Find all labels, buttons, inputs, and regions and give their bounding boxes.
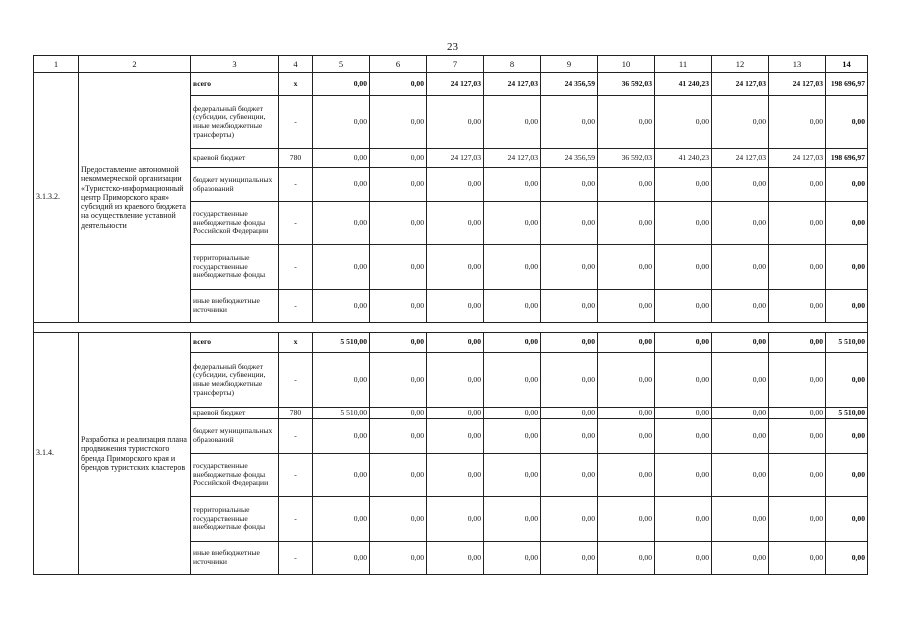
value-cell: 0,00 (541, 202, 598, 245)
value-cell: 0,00 (598, 333, 655, 353)
section-separator (34, 323, 868, 333)
value-cell: 0,00 (370, 419, 427, 454)
value-cell: 0,00 (598, 96, 655, 149)
value-cell: 0,00 (712, 333, 769, 353)
section-code: 3.1.3.2. (34, 73, 79, 323)
value-cell: 0,00 (427, 202, 484, 245)
value-cell: 0,00 (712, 454, 769, 497)
value-cell: 0,00 (541, 408, 598, 419)
value-cell: 0,00 (769, 96, 826, 149)
value-cell: 0,00 (313, 419, 370, 454)
funding-source-label: краевой бюджет (191, 149, 279, 168)
value-cell: 0,00 (427, 497, 484, 542)
column-header: 8 (484, 56, 541, 73)
total-value-cell: 0,00 (826, 245, 868, 290)
value-cell: 0,00 (655, 542, 712, 575)
value-cell: 0,00 (370, 497, 427, 542)
value-cell: 0,00 (313, 168, 370, 202)
funding-source-label: иные внебюджетные источники (191, 542, 279, 575)
value-cell: 36 592,03 (598, 73, 655, 96)
funding-source-label: государственные внебюджетные фонды Российской Федерации (191, 202, 279, 245)
value-cell: 0,00 (370, 542, 427, 575)
value-cell: 0,00 (484, 454, 541, 497)
value-cell: 0,00 (427, 333, 484, 353)
budget-code-cell: 780 (279, 149, 313, 168)
value-cell: 0,00 (427, 168, 484, 202)
total-value-cell: 198 696,97 (826, 73, 868, 96)
value-cell: 0,00 (313, 497, 370, 542)
value-cell: 0,00 (655, 408, 712, 419)
value-cell: 0,00 (484, 408, 541, 419)
value-cell: 0,00 (427, 245, 484, 290)
total-value-cell: 0,00 (826, 454, 868, 497)
budget-code-cell: - (279, 96, 313, 149)
budget-code-cell: - (279, 353, 313, 408)
value-cell: 24 127,03 (769, 73, 826, 96)
section-name: Предоставление автономной некоммерческой организации «Туристско-информационный центр Приморского края» субсидий из краевого бюджета на осуществление уставной деятельности (79, 73, 191, 323)
value-cell: 0,00 (655, 96, 712, 149)
value-cell: 0,00 (655, 419, 712, 454)
value-cell: 0,00 (484, 333, 541, 353)
column-header: 12 (712, 56, 769, 73)
column-header-row (34, 56, 868, 73)
value-cell: 0,00 (313, 73, 370, 96)
value-cell: 0,00 (313, 353, 370, 408)
total-value-cell: 5 510,00 (826, 408, 868, 419)
value-cell: 0,00 (655, 454, 712, 497)
value-cell: 41 240,23 (655, 149, 712, 168)
value-cell: 0,00 (370, 333, 427, 353)
funding-source-label: бюджет муниципальных образований (191, 419, 279, 454)
value-cell: 0,00 (427, 408, 484, 419)
value-cell: 0,00 (427, 454, 484, 497)
value-cell: 0,00 (370, 408, 427, 419)
value-cell: 0,00 (541, 542, 598, 575)
value-cell: 0,00 (427, 542, 484, 575)
value-cell: 24 127,03 (769, 149, 826, 168)
value-cell: 0,00 (598, 408, 655, 419)
value-cell: 0,00 (598, 353, 655, 408)
value-cell: 0,00 (541, 168, 598, 202)
column-header: 6 (370, 56, 427, 73)
value-cell: 0,00 (541, 245, 598, 290)
value-cell: 0,00 (712, 202, 769, 245)
funding-source-label: территориальные государственные внебюджетные фонды (191, 245, 279, 290)
funding-source-label: государственные внебюджетные фонды Российской Федерации (191, 454, 279, 497)
value-cell: 0,00 (370, 290, 427, 323)
value-cell: 0,00 (484, 353, 541, 408)
value-cell: 0,00 (484, 168, 541, 202)
value-cell: 0,00 (427, 353, 484, 408)
value-cell: 0,00 (313, 245, 370, 290)
budget-code-cell: - (279, 245, 313, 290)
value-cell: 0,00 (655, 168, 712, 202)
total-value-cell: 198 696,97 (826, 149, 868, 168)
value-cell: 0,00 (484, 497, 541, 542)
total-value-cell: 0,00 (826, 202, 868, 245)
value-cell: 0,00 (370, 245, 427, 290)
value-cell: 24 356,59 (541, 149, 598, 168)
value-cell: 0,00 (541, 419, 598, 454)
value-cell: 0,00 (484, 245, 541, 290)
value-cell: 0,00 (598, 245, 655, 290)
value-cell: 0,00 (769, 290, 826, 323)
value-cell: 0,00 (769, 419, 826, 454)
value-cell: 24 127,03 (484, 73, 541, 96)
value-cell: 0,00 (484, 542, 541, 575)
value-cell: 0,00 (712, 497, 769, 542)
value-cell: 0,00 (313, 542, 370, 575)
column-header: 7 (427, 56, 484, 73)
total-value-cell: 0,00 (826, 96, 868, 149)
value-cell: 0,00 (484, 96, 541, 149)
value-cell: 0,00 (712, 290, 769, 323)
value-cell: 24 127,03 (484, 149, 541, 168)
value-cell: 0,00 (769, 408, 826, 419)
value-cell: 0,00 (598, 497, 655, 542)
budget-code-cell: - (279, 497, 313, 542)
budget-code-cell: 780 (279, 408, 313, 419)
value-cell: 0,00 (769, 245, 826, 290)
funding-source-label: бюджет муниципальных образований (191, 168, 279, 202)
budget-code-cell: - (279, 290, 313, 323)
value-cell: 0,00 (427, 96, 484, 149)
value-cell: 0,00 (313, 454, 370, 497)
value-cell: 0,00 (598, 454, 655, 497)
value-cell: 0,00 (370, 149, 427, 168)
value-cell: 0,00 (484, 419, 541, 454)
funding-source-label: иные внебюджетные источники (191, 290, 279, 323)
value-cell: 0,00 (769, 333, 826, 353)
value-cell: 0,00 (370, 202, 427, 245)
value-cell: 0,00 (313, 202, 370, 245)
value-cell: 0,00 (769, 454, 826, 497)
column-header: 11 (655, 56, 712, 73)
value-cell: 24 356,59 (541, 73, 598, 96)
value-cell: 0,00 (541, 333, 598, 353)
value-cell: 0,00 (484, 290, 541, 323)
value-cell: 0,00 (370, 73, 427, 96)
value-cell: 0,00 (427, 290, 484, 323)
value-cell: 0,00 (712, 168, 769, 202)
value-cell: 0,00 (655, 290, 712, 323)
total-value-cell: 0,00 (826, 353, 868, 408)
value-cell: 0,00 (484, 202, 541, 245)
total-value-cell: 0,00 (826, 290, 868, 323)
total-value-cell: 0,00 (826, 497, 868, 542)
funding-source-label: федеральный бюджет (субсидии, субвенции, иные межбюджетные трансферты) (191, 353, 279, 408)
value-cell: 0,00 (712, 96, 769, 149)
column-header: 5 (313, 56, 370, 73)
budget-code-cell: - (279, 202, 313, 245)
total-value-cell: 0,00 (826, 168, 868, 202)
budget-code-cell: х (279, 333, 313, 353)
value-cell: 0,00 (541, 454, 598, 497)
budget-code-cell: - (279, 542, 313, 575)
value-cell: 0,00 (313, 149, 370, 168)
value-cell: 24 127,03 (712, 149, 769, 168)
value-cell: 5 510,00 (313, 408, 370, 419)
budget-code-cell: х (279, 73, 313, 96)
column-header: 9 (541, 56, 598, 73)
budget-code-cell: - (279, 168, 313, 202)
value-cell: 0,00 (370, 353, 427, 408)
value-cell: 0,00 (655, 245, 712, 290)
funding-source-label: всего (191, 333, 279, 353)
funding-source-label: территориальные государственные внебюджетные фонды (191, 497, 279, 542)
column-header: 3 (191, 56, 279, 73)
value-cell: 0,00 (598, 419, 655, 454)
column-header: 10 (598, 56, 655, 73)
column-header: 4 (279, 56, 313, 73)
value-cell: 0,00 (769, 168, 826, 202)
value-cell: 24 127,03 (712, 73, 769, 96)
column-header: 13 (769, 56, 826, 73)
value-cell: 0,00 (370, 454, 427, 497)
value-cell: 5 510,00 (313, 333, 370, 353)
value-cell: 0,00 (655, 353, 712, 408)
value-cell: 0,00 (370, 96, 427, 149)
budget-table (33, 55, 868, 575)
column-header: 14 (826, 56, 868, 73)
funding-source-label: федеральный бюджет (субсидии, субвенции, иные межбюджетные трансферты) (191, 96, 279, 149)
value-cell: 41 240,23 (655, 73, 712, 96)
page-number: 23 (447, 41, 458, 53)
value-cell: 24 127,03 (427, 73, 484, 96)
value-cell: 0,00 (655, 497, 712, 542)
value-cell: 0,00 (655, 333, 712, 353)
total-value-cell: 5 510,00 (826, 333, 868, 353)
table-body (34, 56, 868, 575)
column-header: 1 (34, 56, 79, 73)
value-cell: 0,00 (313, 96, 370, 149)
funding-source-label: краевой бюджет (191, 408, 279, 419)
section-name: Разработка и реализация плана продвижения туристского бренда Приморского края и брендов туристских кластеров (79, 333, 191, 575)
value-cell: 0,00 (712, 245, 769, 290)
value-cell: 0,00 (598, 168, 655, 202)
table-row (34, 73, 868, 96)
value-cell: 24 127,03 (427, 149, 484, 168)
value-cell: 0,00 (541, 96, 598, 149)
funding-source-label: всего (191, 73, 279, 96)
value-cell: 0,00 (712, 408, 769, 419)
table-row (34, 333, 868, 353)
value-cell: 0,00 (769, 497, 826, 542)
value-cell: 0,00 (598, 542, 655, 575)
budget-code-cell: - (279, 419, 313, 454)
value-cell: 0,00 (712, 542, 769, 575)
column-header: 2 (79, 56, 191, 73)
value-cell: 0,00 (769, 202, 826, 245)
total-value-cell: 0,00 (826, 419, 868, 454)
value-cell: 0,00 (712, 353, 769, 408)
value-cell: 0,00 (427, 419, 484, 454)
value-cell: 0,00 (712, 419, 769, 454)
value-cell: 0,00 (313, 290, 370, 323)
value-cell: 0,00 (598, 290, 655, 323)
value-cell: 0,00 (541, 290, 598, 323)
value-cell: 0,00 (541, 497, 598, 542)
value-cell: 0,00 (541, 353, 598, 408)
section-code: 3.1.4. (34, 333, 79, 575)
value-cell: 0,00 (598, 202, 655, 245)
value-cell: 0,00 (655, 202, 712, 245)
budget-code-cell: - (279, 454, 313, 497)
total-value-cell: 0,00 (826, 542, 868, 575)
value-cell: 0,00 (769, 353, 826, 408)
value-cell: 36 592,03 (598, 149, 655, 168)
value-cell: 0,00 (370, 168, 427, 202)
value-cell: 0,00 (769, 542, 826, 575)
